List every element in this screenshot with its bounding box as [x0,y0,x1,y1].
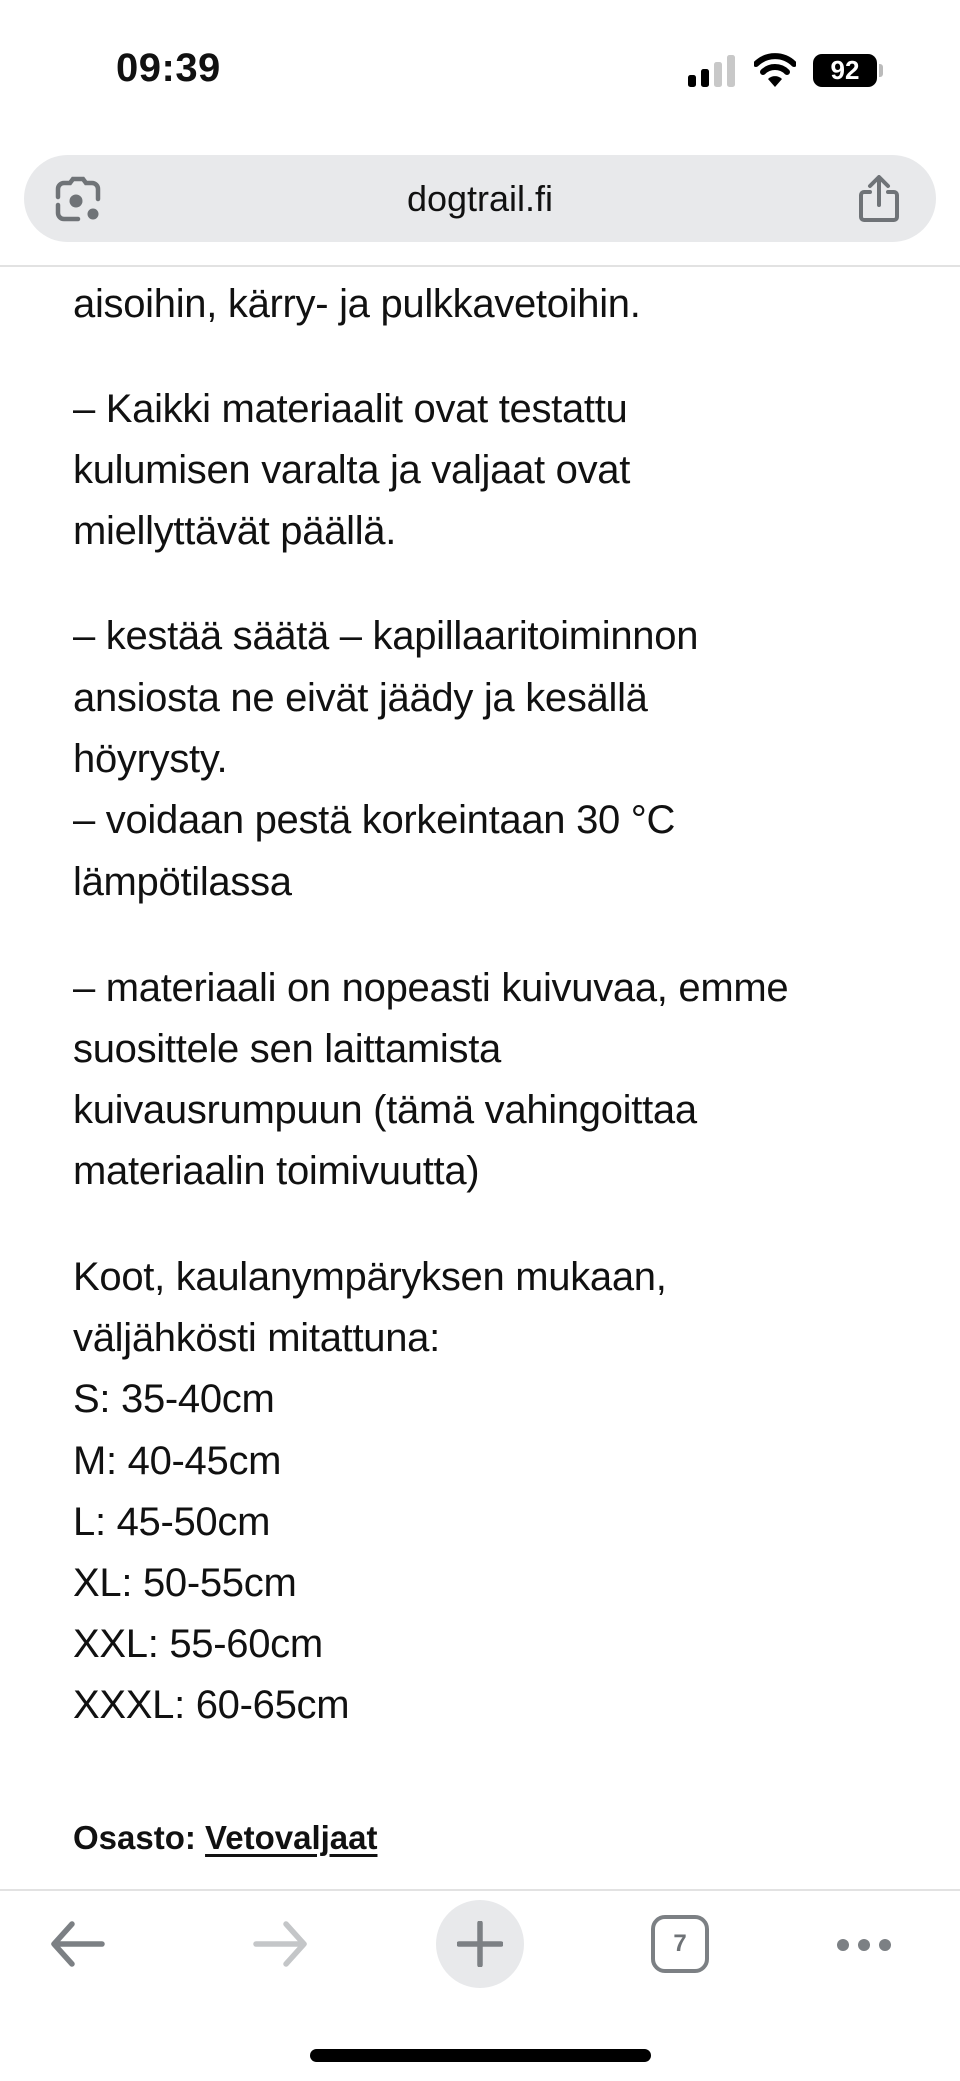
home-indicator[interactable] [310,2049,651,2062]
new-tab-button[interactable] [436,1900,524,1988]
tab-switcher-button[interactable]: 7 [651,1915,709,1973]
back-arrow-icon[interactable] [48,1919,108,1969]
text-line: lämpötilassa [73,860,292,904]
text-line: höyrysty. [73,737,228,781]
browser-toolbar [0,1891,960,2001]
department-link[interactable]: Vetovaljaat [205,1819,378,1856]
battery-icon: 92 [813,54,877,87]
text-line: – voidaan pestä korkeintaan 30 °C [73,798,676,842]
size-row: L: 45-50cm [73,1500,271,1544]
size-row: XXL: 55-60cm [73,1622,323,1666]
text-line: kulumisen varalta ja valjaat ovat [73,448,631,492]
size-heading: väljähkösti mitattuna: [73,1316,440,1360]
text-line: aisoihin, kärry- ja pulkkavetoihin. [73,282,641,326]
size-row: XL: 50-55cm [73,1561,297,1605]
text-line: suosittele sen laittamista [73,1027,501,1071]
text-line: – materiaali on nopeasti kuivuvaa, emme [73,966,789,1010]
battery-tip [879,64,883,77]
text-line: – kestää säätä – kapillaaritoiminnon [73,614,699,658]
plus-icon [457,1921,503,1967]
size-heading: Koot, kaulanympäryksen mukaan, [73,1255,667,1299]
share-icon[interactable] [857,175,901,223]
size-row: S: 35-40cm [73,1377,275,1421]
status-time: 09:39 [116,46,221,90]
url-text[interactable]: dogtrail.fi [406,178,554,219]
status-bar [0,0,960,140]
text-line: – Kaikki materiaalit ovat testattu [73,387,628,431]
signal-icon [688,55,736,87]
size-row: M: 40-45cm [73,1439,282,1483]
department-label: Osasto: [73,1819,196,1856]
address-bar[interactable] [24,155,936,242]
department [73,1816,377,1860]
text-line: ansiosta ne eivät jäädy ja kesällä [73,676,648,720]
wifi-icon [754,52,796,88]
more-dots-icon[interactable] [834,1933,894,1957]
text-line: kuivausrumpuun (tämä vahingoittaa [73,1088,697,1132]
text-line: miellyttävät päällä. [73,509,397,553]
text-line: materiaalin toimivuutta) [73,1149,480,1193]
address-bar-divider [0,265,960,267]
size-row: XXXL: 60-65cm [73,1683,350,1727]
forward-arrow-icon[interactable] [250,1919,310,1969]
